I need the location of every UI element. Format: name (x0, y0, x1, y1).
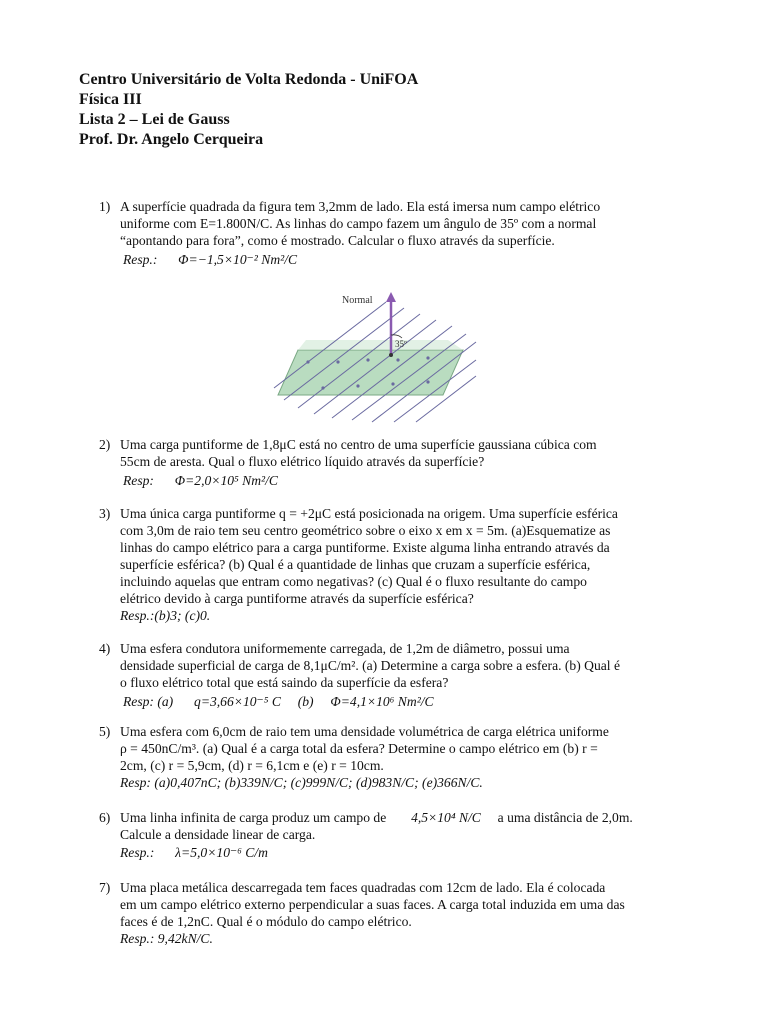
normal-arrowhead-icon (386, 292, 396, 302)
question-line: Uma esfera com 6,0cm de raio tem uma densidade volumétrica de carga elétrica uniforme (120, 724, 609, 739)
answer-line: Resp.: 9,42kN/C. (120, 931, 213, 946)
answer-line: Resp.:(b)3; (c)0. (120, 608, 211, 623)
answer-value: λ=5,0×10⁻⁶ C/m (175, 845, 268, 860)
question-number: 6) (99, 810, 111, 825)
question-line: A superfície quadrada da figura tem 3,2mm de lado. Ela está imersa num campo elétrico (120, 199, 601, 214)
answer-label: Resp.: (123, 252, 158, 267)
question-number: 5) (99, 724, 111, 739)
answer-line (123, 693, 699, 710)
question-line: uniforme com E=1.800N/C. As linhas do campo fazem um ângulo de 35º com a normal (120, 216, 597, 231)
answer-line (123, 472, 699, 489)
question-5 (99, 723, 699, 791)
question-number: 7) (99, 880, 111, 895)
question-line: com 3,0m de raio tem seu centro geométrico sobre o eixo x em x = 5m. (a)Esquematize as (120, 523, 611, 538)
question-number: 3) (99, 506, 111, 521)
question-4 (99, 640, 699, 710)
question-line: Uma única carga puntiforme q = +2μC está posicionada na origem. Uma superfície esférica (120, 506, 618, 521)
question-line: Uma carga puntiforme de 1,8μC está no centro de uma superfície gaussiana cúbica com (120, 437, 597, 452)
question-line: 55cm de aresta. Qual o fluxo elétrico líquido através da superfície? (120, 454, 485, 469)
answer-label: Resp.: (120, 845, 155, 860)
question-line: faces é de 1,2nC. Qual é o módulo do campo elétrico. (120, 914, 412, 929)
answer-value-b: Φ=4,1×10⁶ Nm²/C (330, 694, 434, 709)
answer-value: Φ=2,0×10⁵ Nm²/C (174, 473, 278, 488)
question-line: o fluxo elétrico total que está saindo da superfície da esfera? (120, 675, 449, 690)
answer-label: Resp: (a) (123, 694, 174, 709)
course-title: Física III (79, 91, 142, 108)
question-2 (99, 436, 699, 489)
question-line: superfície esférica? (b) Qual é a quantidade de linhas que cruzam a superfície esférica, (120, 557, 591, 572)
question-line (120, 809, 699, 826)
answer-label-b: (b) (297, 694, 314, 709)
question-line: ρ = 450nC/m³. (a) Qual é a carga total da esfera? Determine o campo elétrico em (b) r = (120, 741, 598, 756)
institution-title: Centro Universitário de Volta Redonda - UniFOA (79, 71, 419, 88)
question-line: Uma placa metálica descarregada tem faces quadradas com 12cm de lado. Ela é colocada (120, 880, 606, 895)
answer-line: Resp: (a)0,407nC; (b)339N/C; (c)999N/C; (d)983N/C; (e)366N/C. (120, 775, 483, 790)
question-3 (99, 505, 699, 624)
question-line: densidade superficial de carga de 8,1μC/m². (a) Determine a carga sobre a esfera. (b) Qual é (120, 658, 621, 673)
question-line: elétrico devido à carga puntiforme através da superfície esférica? (120, 591, 474, 606)
question-text: Uma linha infinita de carga produz um campo de (120, 810, 387, 825)
question-line: linhas do campo elétrico para a carga puntiforme. Existe alguma linha entrando através da (120, 540, 610, 555)
question-1 (99, 198, 699, 268)
distance-text: a uma distância de 2,0m. (497, 810, 633, 825)
list-title: Lista 2 – Lei de Gauss (79, 111, 230, 128)
field-lines-figure (268, 290, 478, 425)
answer-line (120, 844, 699, 861)
question-number: 2) (99, 437, 111, 452)
field-value: 4,5×10⁴ N/C (411, 810, 481, 825)
answer-label: Resp: (123, 473, 154, 488)
question-number: 4) (99, 641, 111, 656)
angle-label: 35º (395, 339, 407, 349)
question-line: “apontando para fora”, como é mostrado. Calcular o fluxo através da superfície. (120, 233, 555, 248)
question-6 (99, 809, 699, 861)
normal-label: Normal (342, 295, 373, 306)
answer-value-a: q=3,66×10⁻⁵ C (194, 694, 281, 709)
question-line: 2cm, (c) r = 5,9cm, (d) r = 6,1cm e (e) r = 10cm. (120, 758, 384, 773)
answer-value: Φ=−1,5×10⁻² Nm²/C (178, 252, 298, 267)
question-line: Uma esfera condutora uniformemente carregada, de 1,2m de diâmetro, possui uma (120, 641, 570, 656)
professor-name: Prof. Dr. Angelo Cerqueira (79, 131, 264, 148)
question-line: incluindo aquelas que entram como negativas? (c) Qual é o fluxo resultante do campo (120, 574, 587, 589)
question-line: Calcule a densidade linear de carga. (120, 827, 316, 842)
answer-line (123, 251, 699, 268)
document-header (79, 70, 418, 150)
question-7 (99, 879, 699, 947)
question-line: em um campo elétrico externo perpendicular a suas faces. A carga total induzida em uma das (120, 897, 625, 912)
question-number: 1) (99, 199, 111, 214)
